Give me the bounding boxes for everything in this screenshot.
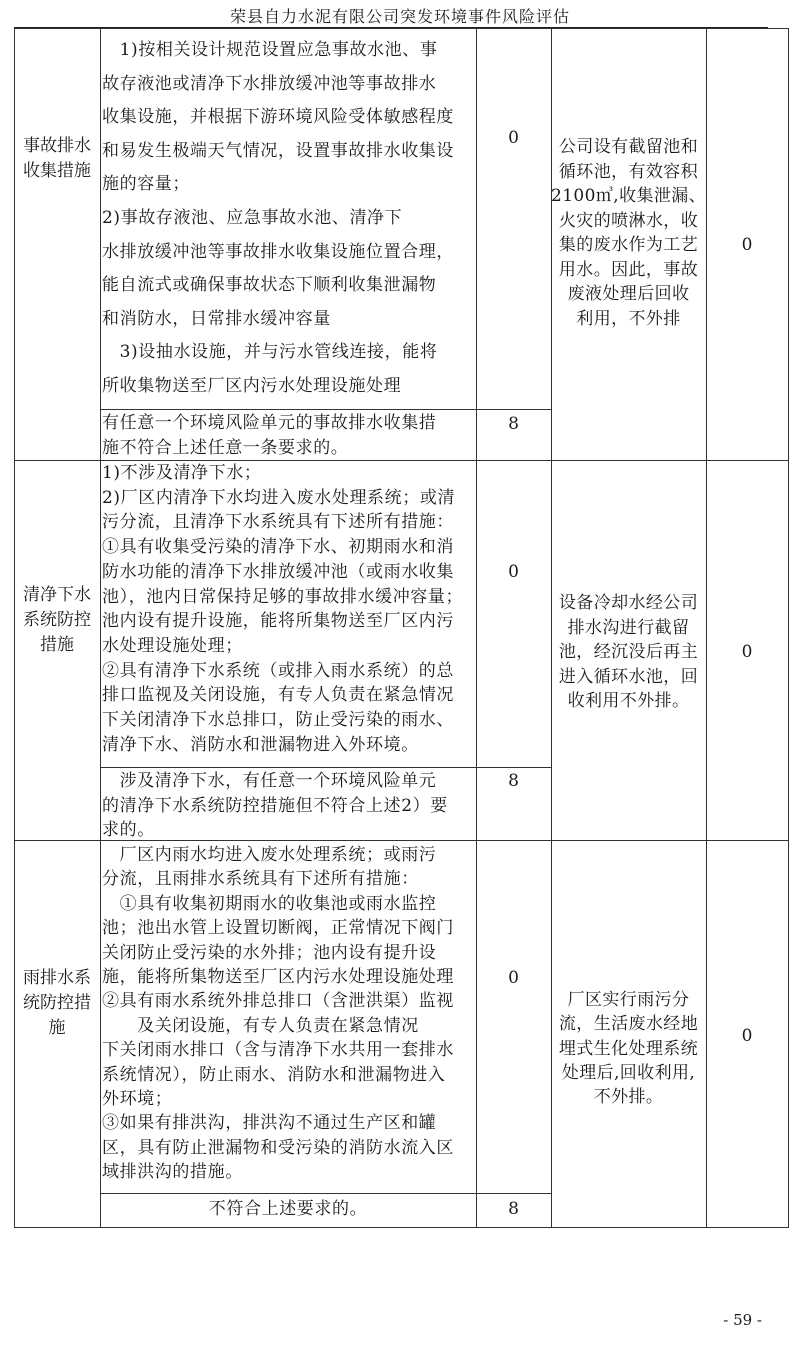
- result-score: 0: [741, 235, 753, 255]
- text-line: 水排放缓冲池等事故排水收集设施位置合理，: [102, 241, 454, 262]
- score-fail: 8: [508, 771, 519, 791]
- text-line: 池；池出水管上设置切断阀，正常情况下阀门: [102, 918, 454, 939]
- score-ok-cell: [476, 460, 552, 768]
- text-line: 不外排。: [593, 1087, 664, 1108]
- text-line: 进入循环水池，回: [558, 666, 699, 687]
- text-line: 措施: [40, 635, 74, 655]
- fail-criteria-text: [102, 769, 448, 843]
- text-line: 求的。: [102, 820, 155, 841]
- text-line: 和消防水，日常排水缓冲容量: [102, 308, 331, 329]
- fail-criteria-text: [102, 411, 436, 460]
- text-line: 系统防控: [23, 610, 91, 630]
- text-line: 处理后,回收利用,: [561, 1062, 696, 1083]
- text-line: 涉及清净下水，有任意一个环境风险单元: [102, 771, 437, 791]
- text-line: 施不符合上述任意一条要求的。: [102, 437, 349, 458]
- text-line: 收集措施: [23, 161, 91, 181]
- text-line: 不符合上述要求的。: [208, 1199, 368, 1219]
- text-line: 施的容量；: [102, 174, 190, 195]
- page-number: - 59 -: [723, 1311, 762, 1329]
- score-ok: 0: [508, 968, 519, 988]
- text-line: 2100㎥,收集泄漏、: [551, 186, 707, 206]
- text-line: 域排洪沟的措施。: [102, 1162, 243, 1183]
- text-line: 下关闭清净下水总排口，防止受污染的雨水、: [102, 710, 454, 731]
- text-line: 排水沟进行截留: [567, 617, 690, 638]
- text-line: 雨排水系: [23, 968, 91, 988]
- text-line: 埋式生化处理系统: [558, 1038, 699, 1059]
- text-line: 池内设有提升设施，能将所集物送至厂区内污: [102, 611, 454, 632]
- category-label: [14, 583, 100, 658]
- category-cell: [14, 28, 101, 461]
- score-ok: 0: [508, 562, 519, 582]
- text-line: 下关闭雨水排口（含与清净下水共用一套排水: [102, 1040, 454, 1061]
- text-line: 厂区实行雨污分: [567, 990, 690, 1010]
- text-line: 清净下水、消防水和泄漏物进入外环境。: [102, 734, 419, 755]
- remark-text: [551, 988, 706, 1109]
- text-line: 分流，且雨排水系统具有下述所有措施：: [102, 869, 419, 890]
- text-line: 施: [48, 1018, 66, 1038]
- text-line: 公司设有截留池和: [558, 137, 699, 157]
- text-line: 施，能将所集物送至厂区内污水处理设施处理: [102, 967, 454, 988]
- text-line: 统防控措: [23, 993, 91, 1013]
- score-fail: 8: [508, 1199, 519, 1219]
- text-line: 清净下水: [23, 585, 91, 605]
- text-line: 外环境；: [102, 1089, 173, 1110]
- text-line: ①具有收集受污染的清净下水、初期雨水和消: [102, 537, 454, 558]
- text-line: 污分流，且清净下水系统具有下述所有措施：: [102, 512, 454, 533]
- score-ok: 0: [508, 128, 519, 148]
- result-score: 0: [741, 642, 753, 662]
- fail-criteria-text: [102, 1197, 474, 1221]
- text-line: 防水功能的清净下水排放缓冲池（或雨水收集: [102, 561, 454, 582]
- text-line: ①具有收集初期雨水的收集池或雨水监控: [102, 893, 437, 914]
- remark-text: [551, 591, 706, 714]
- text-line: 区，具有防止泄漏物和受污染的消防水流入区: [102, 1137, 454, 1158]
- text-line: 系统情况），防止雨水、消防水和泄漏物进入: [102, 1064, 446, 1085]
- text-line: 设备冷却水经公司: [558, 593, 699, 613]
- text-line: ③如果有排洪沟，排洪沟不通过生产区和罐: [102, 1113, 437, 1134]
- text-line: 及关闭设施，有专人负责在紧急情况: [102, 1015, 419, 1036]
- result-score: 0: [741, 1026, 753, 1046]
- text-line: 关闭防止受污染的水外排；池内设有提升设: [102, 942, 437, 963]
- text-line: 集的废水作为工艺: [558, 235, 699, 255]
- text-line: 所收集物送至厂区内污水处理设施处理: [102, 375, 402, 396]
- text-line: 水处理设施处理；: [102, 635, 243, 656]
- category-label: [14, 966, 100, 1041]
- text-line: ②具有清净下水系统（或排入雨水系统）的总: [102, 660, 454, 681]
- criteria-text: [102, 843, 454, 1185]
- text-line: ②具有雨水系统外排总排口（含泄洪渠）监视: [102, 991, 454, 1012]
- score-ok-cell: [476, 28, 552, 410]
- text-line: 1)按相关设计规范设置应急事故水池、事: [102, 40, 438, 60]
- text-line: 事故排水: [23, 136, 91, 156]
- text-line: 收利用不外排。: [567, 691, 690, 711]
- score-fail: 8: [508, 414, 519, 434]
- category-label: [14, 134, 100, 184]
- text-line: 2)厂区内清净下水均进入废水处理系统；或清: [102, 487, 456, 508]
- remark-text: [551, 135, 706, 331]
- text-line: 流，生活废水经地: [558, 1014, 699, 1035]
- text-line: 能自流式或确保事故状态下顺利收集泄漏物: [102, 275, 437, 296]
- text-line: 循环池，有效容积: [558, 161, 699, 182]
- text-line: 有任意一个环境风险单元的事故排水收集措: [102, 413, 437, 433]
- text-line: 1)不涉及清净下水；: [102, 463, 262, 483]
- criteria-text: [102, 461, 463, 757]
- text-line: 池），池内日常保持足够的事故排水缓冲容量；: [102, 586, 464, 607]
- text-line: 排口监视及关闭设施，有专人负责在紧急情况: [102, 685, 454, 706]
- text-line: 3)设抽水设施，并与污水管线连接，能将: [102, 342, 438, 363]
- text-line: 厂区内雨水均进入废水处理系统；或雨污: [102, 845, 437, 865]
- criteria-text: [102, 34, 454, 404]
- text-line: 故存液池或清净下水排放缓冲池等事故排水: [102, 73, 437, 94]
- text-line: 2)事故存液池、应急事故水池、清净下: [102, 207, 403, 228]
- text-line: 的清净下水系统防控措施但不符合上述2）要: [102, 795, 448, 816]
- page-header: 荣县自力水泥有限公司突发环境事件风险评估: [229, 7, 570, 26]
- text-line: 废液处理后回收: [567, 284, 690, 304]
- score-ok-cell: [476, 840, 552, 1194]
- text-line: 利用，不外排: [576, 308, 681, 329]
- text-line: 池，经沉没后再主: [558, 642, 699, 662]
- text-line: 火灾的喷淋水，收: [558, 210, 699, 231]
- text-line: 用水。因此，事故: [558, 259, 699, 280]
- text-line: 和易发生极端天气情况，设置事故排水收集设: [102, 140, 454, 161]
- text-line: 收集设施，并根据下游环境风险受体敏感程度: [102, 107, 454, 128]
